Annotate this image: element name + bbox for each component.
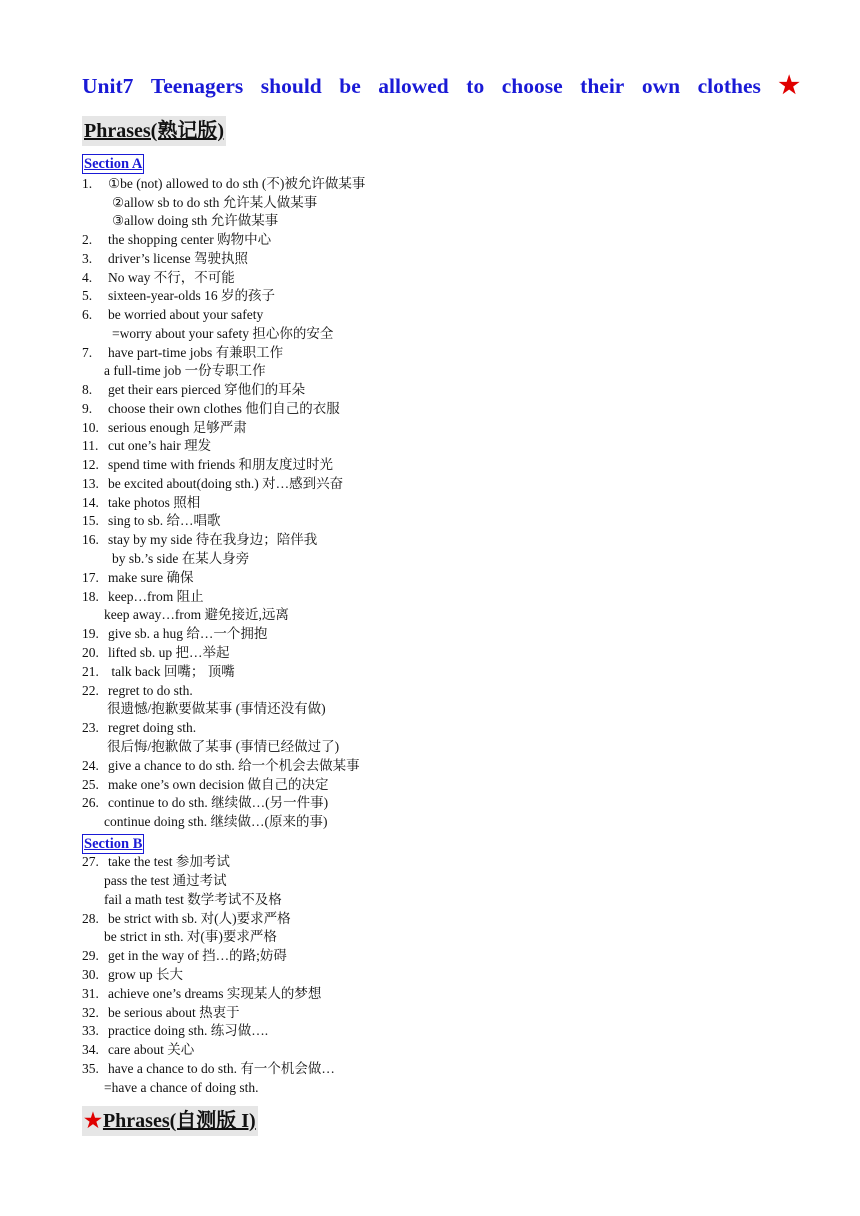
phrase-number: 20.	[82, 645, 99, 660]
phrase-text: spend time with friends 和朋友度过时光	[108, 457, 333, 472]
phrase-line	[82, 872, 227, 891]
section-b-label: Section B	[84, 836, 143, 852]
phrase-line	[82, 1022, 268, 1041]
phrase-line	[82, 569, 193, 588]
star-icon: ★	[778, 73, 800, 99]
phrase-number: 25.	[82, 777, 99, 792]
phrase-text: 很遗憾/抱歉要做某事 (事情还没有做)	[107, 701, 326, 716]
phrase-text: talk back 回嘴； 顶嘴	[108, 664, 235, 679]
phrase-number: 9.	[82, 401, 93, 416]
phrase-number: 34.	[82, 1042, 99, 1057]
phrase-text: take the test 参加考试	[108, 854, 230, 869]
phrase-line	[82, 928, 277, 947]
phrase-text: serious enough 足够严肃	[108, 420, 247, 435]
phrase-number: 31.	[82, 986, 99, 1001]
phrase-line	[82, 287, 275, 306]
phrase-line	[82, 757, 360, 776]
phrase-text: make one’s own decision 做自己的决定	[108, 777, 329, 792]
phrase-number: 11.	[82, 438, 99, 453]
title-word: clothes	[697, 73, 761, 98]
phrase-text: cut one’s hair 理发	[108, 438, 212, 453]
phrase-text: the shopping center 购物中心	[108, 232, 272, 247]
phrase-number: 23.	[82, 720, 99, 735]
title-word: allowed	[378, 73, 449, 98]
phrases-test-heading	[82, 1106, 258, 1136]
phrase-text: stay by my side 待在我身边；陪伴我	[108, 532, 318, 547]
phrase-number: 19.	[82, 626, 99, 641]
phrase-text: driver’s license 驾驶执照	[108, 251, 248, 266]
phrase-line	[82, 306, 263, 325]
phrase-text: give sb. a hug 给…一个拥抱	[108, 626, 268, 641]
phrase-text: take photos 照相	[108, 495, 201, 510]
phrase-number: 6.	[82, 307, 93, 322]
phrase-text: fail a math test 数学考试不及格	[104, 892, 282, 907]
phrase-line	[82, 419, 247, 438]
phrase-number: 32.	[82, 1005, 99, 1020]
phrase-number: 27.	[82, 854, 99, 869]
phrase-number: 26.	[82, 795, 99, 810]
phrase-text: sixteen-year-olds 16 岁的孩子	[108, 288, 275, 303]
phrase-number: 29.	[82, 948, 99, 963]
star-icon: ★	[84, 1110, 102, 1132]
phrase-number: 30.	[82, 967, 99, 982]
title-word: to	[466, 73, 485, 98]
phrase-text: a full-time job 一份专职工作	[104, 363, 266, 378]
phrase-number: 12.	[82, 457, 99, 472]
phrase-text: keep…from 阻止	[108, 589, 204, 604]
phrase-line	[82, 813, 327, 832]
phrase-number: 13.	[82, 476, 99, 491]
phrase-text: be serious about 热衷于	[108, 1005, 240, 1020]
phrase-number: 35.	[82, 1061, 99, 1076]
phrases-heading: Phrases(熟记版)	[82, 116, 226, 146]
phrase-text: get their ears pierced 穿他们的耳朵	[108, 382, 306, 397]
phrase-number: 2.	[82, 232, 93, 247]
phrase-line	[82, 700, 326, 719]
phrase-text: achieve one’s dreams 实现某人的梦想	[108, 986, 322, 1001]
phrase-line	[82, 776, 328, 795]
phrase-number: 1.	[82, 176, 93, 191]
title-word: choose	[501, 73, 563, 98]
phrase-text: be excited about(doing sth.) 对…感到兴奋	[108, 476, 344, 491]
phrase-text: be worried about your safety	[108, 307, 264, 322]
phrase-line	[82, 344, 283, 363]
phrase-line	[82, 966, 183, 985]
phrase-text: practice doing sth. 练习做….	[108, 1023, 269, 1038]
phrase-text: ③allow doing sth 允许做某事	[112, 213, 279, 228]
phrase-line	[82, 891, 282, 910]
phrase-text: have a chance to do sth. 有一个机会做…	[108, 1061, 335, 1076]
phrase-line	[82, 1004, 240, 1023]
phrase-text: choose their own clothes 他们自己的衣服	[108, 401, 340, 416]
phrase-line	[82, 1060, 335, 1079]
phrase-line	[82, 853, 230, 872]
phrase-line	[82, 531, 317, 550]
phrase-number: 17.	[82, 570, 99, 585]
phrase-number: 16.	[82, 532, 99, 547]
phrase-line	[82, 738, 339, 757]
phrase-line	[82, 985, 321, 1004]
phrase-text: care about 关心	[108, 1042, 195, 1057]
phrase-line	[82, 682, 193, 701]
phrase-line	[82, 325, 333, 344]
phrase-number: 15.	[82, 513, 99, 528]
phrase-line	[82, 212, 278, 231]
unit-title	[82, 70, 800, 102]
phrase-line	[82, 606, 289, 625]
phrase-line	[82, 475, 343, 494]
phrase-line	[82, 512, 221, 531]
title-word: own	[641, 73, 681, 98]
phrase-line	[82, 194, 317, 213]
phrase-line	[82, 250, 248, 269]
phrase-text: regret to do sth.	[108, 683, 193, 698]
phrase-text: have part-time jobs 有兼职工作	[108, 345, 284, 360]
phrase-text: 很后悔/抱歉做了某事 (事情已经做过了)	[107, 739, 340, 754]
phrase-line	[82, 550, 249, 569]
phrase-text: =have a chance of doing sth.	[104, 1080, 259, 1095]
phrase-line	[82, 400, 340, 419]
phrase-line	[82, 362, 266, 381]
phrase-number: 8.	[82, 382, 93, 397]
title-word: be	[339, 73, 361, 98]
phrase-text: get in the way of 挡…的路;妨碍	[108, 948, 287, 963]
phrase-line	[82, 494, 200, 513]
phrase-text: =worry about your safety 担心你的安全	[112, 326, 334, 341]
phrase-text: grow up 长大	[108, 967, 183, 982]
title-word: their	[580, 73, 625, 98]
phrase-text: by sb.’s side 在某人身旁	[112, 551, 250, 566]
phrase-line	[82, 625, 267, 644]
phrase-line	[82, 456, 333, 475]
phrase-text: make sure 确保	[108, 570, 194, 585]
phrase-line	[82, 175, 365, 194]
phrase-text: ①be (not) allowed to do sth (不)被允许做某事	[108, 176, 366, 191]
phrase-line	[82, 910, 291, 929]
phrase-line	[82, 794, 328, 813]
phrase-line	[82, 437, 211, 456]
phrase-line	[82, 231, 271, 250]
phrase-line	[82, 269, 235, 288]
phrase-line	[82, 381, 305, 400]
phrase-text: keep away…from 避免接近,远离	[104, 607, 289, 622]
phrase-line	[82, 588, 204, 607]
phrase-text: lifted sb. up 把…举起	[108, 645, 230, 660]
phrase-line	[82, 644, 230, 663]
phrase-text: be strict with sb. 对(人)要求严格	[108, 911, 291, 926]
phrase-text: sing to sb. 给…唱歌	[108, 513, 221, 528]
heading-text: Phrases(自测版 I)	[102, 1110, 256, 1132]
phrase-number: 22.	[82, 683, 99, 698]
phrase-text: pass the test 通过考试	[104, 873, 227, 888]
phrase-number: 24.	[82, 758, 99, 773]
phrase-number: 14.	[82, 495, 99, 510]
title-word: Teenagers	[150, 73, 244, 98]
section-a-label: Section A	[84, 156, 143, 172]
phrase-line	[82, 947, 287, 966]
title-word: should	[260, 73, 322, 98]
phrase-number: 5.	[82, 288, 93, 303]
phrase-text: ②allow sb to do sth 允许某人做某事	[112, 195, 318, 210]
phrase-line	[82, 1041, 194, 1060]
phrase-number: 21.	[82, 664, 99, 679]
phrase-number: 10.	[82, 420, 99, 435]
phrase-number: 3.	[82, 251, 93, 266]
phrase-text: give a chance to do sth. 给一个机会去做某事	[108, 758, 360, 773]
title-word: Unit7	[82, 73, 134, 98]
phrase-line	[82, 719, 196, 738]
phrase-text: continue doing sth. 继续做…(原来的事)	[104, 814, 328, 829]
phrase-line	[82, 663, 235, 682]
phrase-number: 28.	[82, 911, 99, 926]
phrase-number: 18.	[82, 589, 99, 604]
phrase-number: 33.	[82, 1023, 99, 1038]
phrase-text: be strict in sth. 对(事)要求严格	[104, 929, 277, 944]
phrase-line	[82, 1079, 259, 1098]
phrase-text: continue to do sth. 继续做…(另一件事)	[108, 795, 329, 810]
phrase-number: 7.	[82, 345, 93, 360]
phrase-text: No way 不行，不可能	[108, 270, 235, 285]
phrase-number: 4.	[82, 270, 93, 285]
phrase-text: regret doing sth.	[108, 720, 197, 735]
